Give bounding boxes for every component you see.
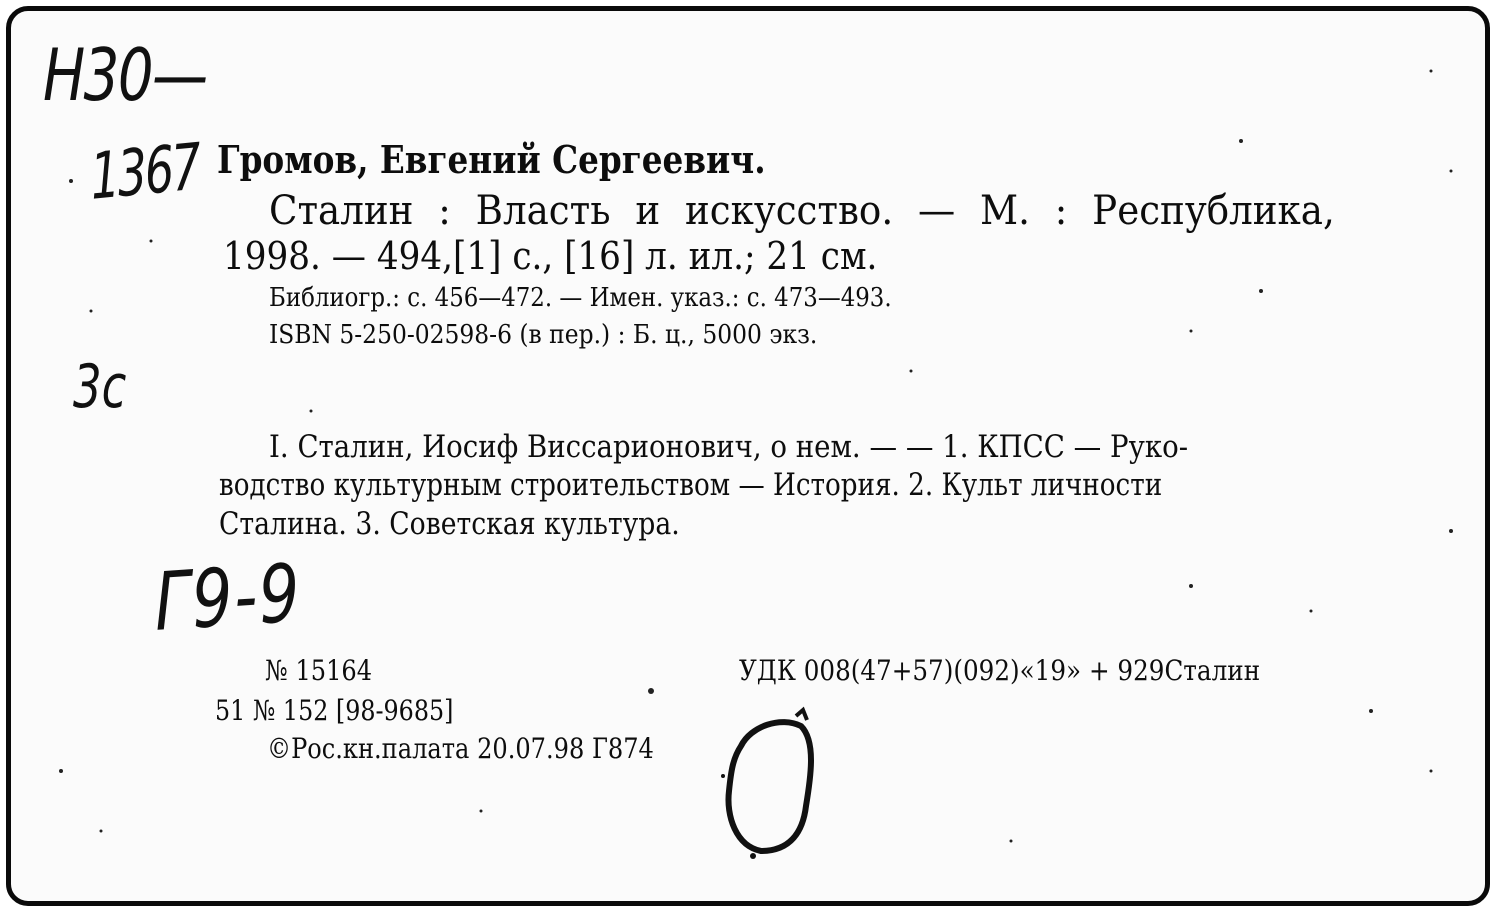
handwritten-call-number: 1367 [88, 130, 201, 215]
handwritten-shelf-mark: Н30— [43, 33, 207, 117]
card-number: 51 № 152 [98-9685] [215, 694, 454, 727]
isbn-note: ISBN 5-250-02598-6 (в пер.) : Б. ц., 5000 экз. [269, 320, 818, 350]
title-line-2: 1998. — 494,[1] с., [16] л. ил.; 21 см. [223, 234, 878, 278]
subject-line-1: I. Сталин, Иосиф Виссарионович, о нем. — — 1. КПСС — Руко- [269, 429, 1189, 465]
author-heading: Громов, Евгений Сергеевич. [217, 137, 766, 182]
handwritten-section-mark: 3с [73, 352, 127, 422]
subject-line-2: водство культурным строительством — История. 2. Культ личности [219, 467, 1163, 503]
udc-classification: УДК 008(47+57)(092)«19» + 929Сталин [739, 654, 1261, 687]
copyright-line: ©Рос.кн.палата 20.07.98 Г874 [267, 732, 654, 765]
ink-stamp-mark [711, 706, 831, 866]
record-number: № 15164 [265, 654, 373, 687]
subject-line-3: Сталина. 3. Советская культура. [219, 506, 680, 542]
handwritten-location-mark: Г9-9 [152, 546, 303, 649]
bibliography-note: Библиогр.: с. 456—472. — Имен. указ.: с. 473—493. [269, 283, 892, 313]
title-line-1: Сталин : Власть и искусство. — М. : Республика, [269, 188, 1335, 234]
catalog-card [6, 6, 1490, 906]
